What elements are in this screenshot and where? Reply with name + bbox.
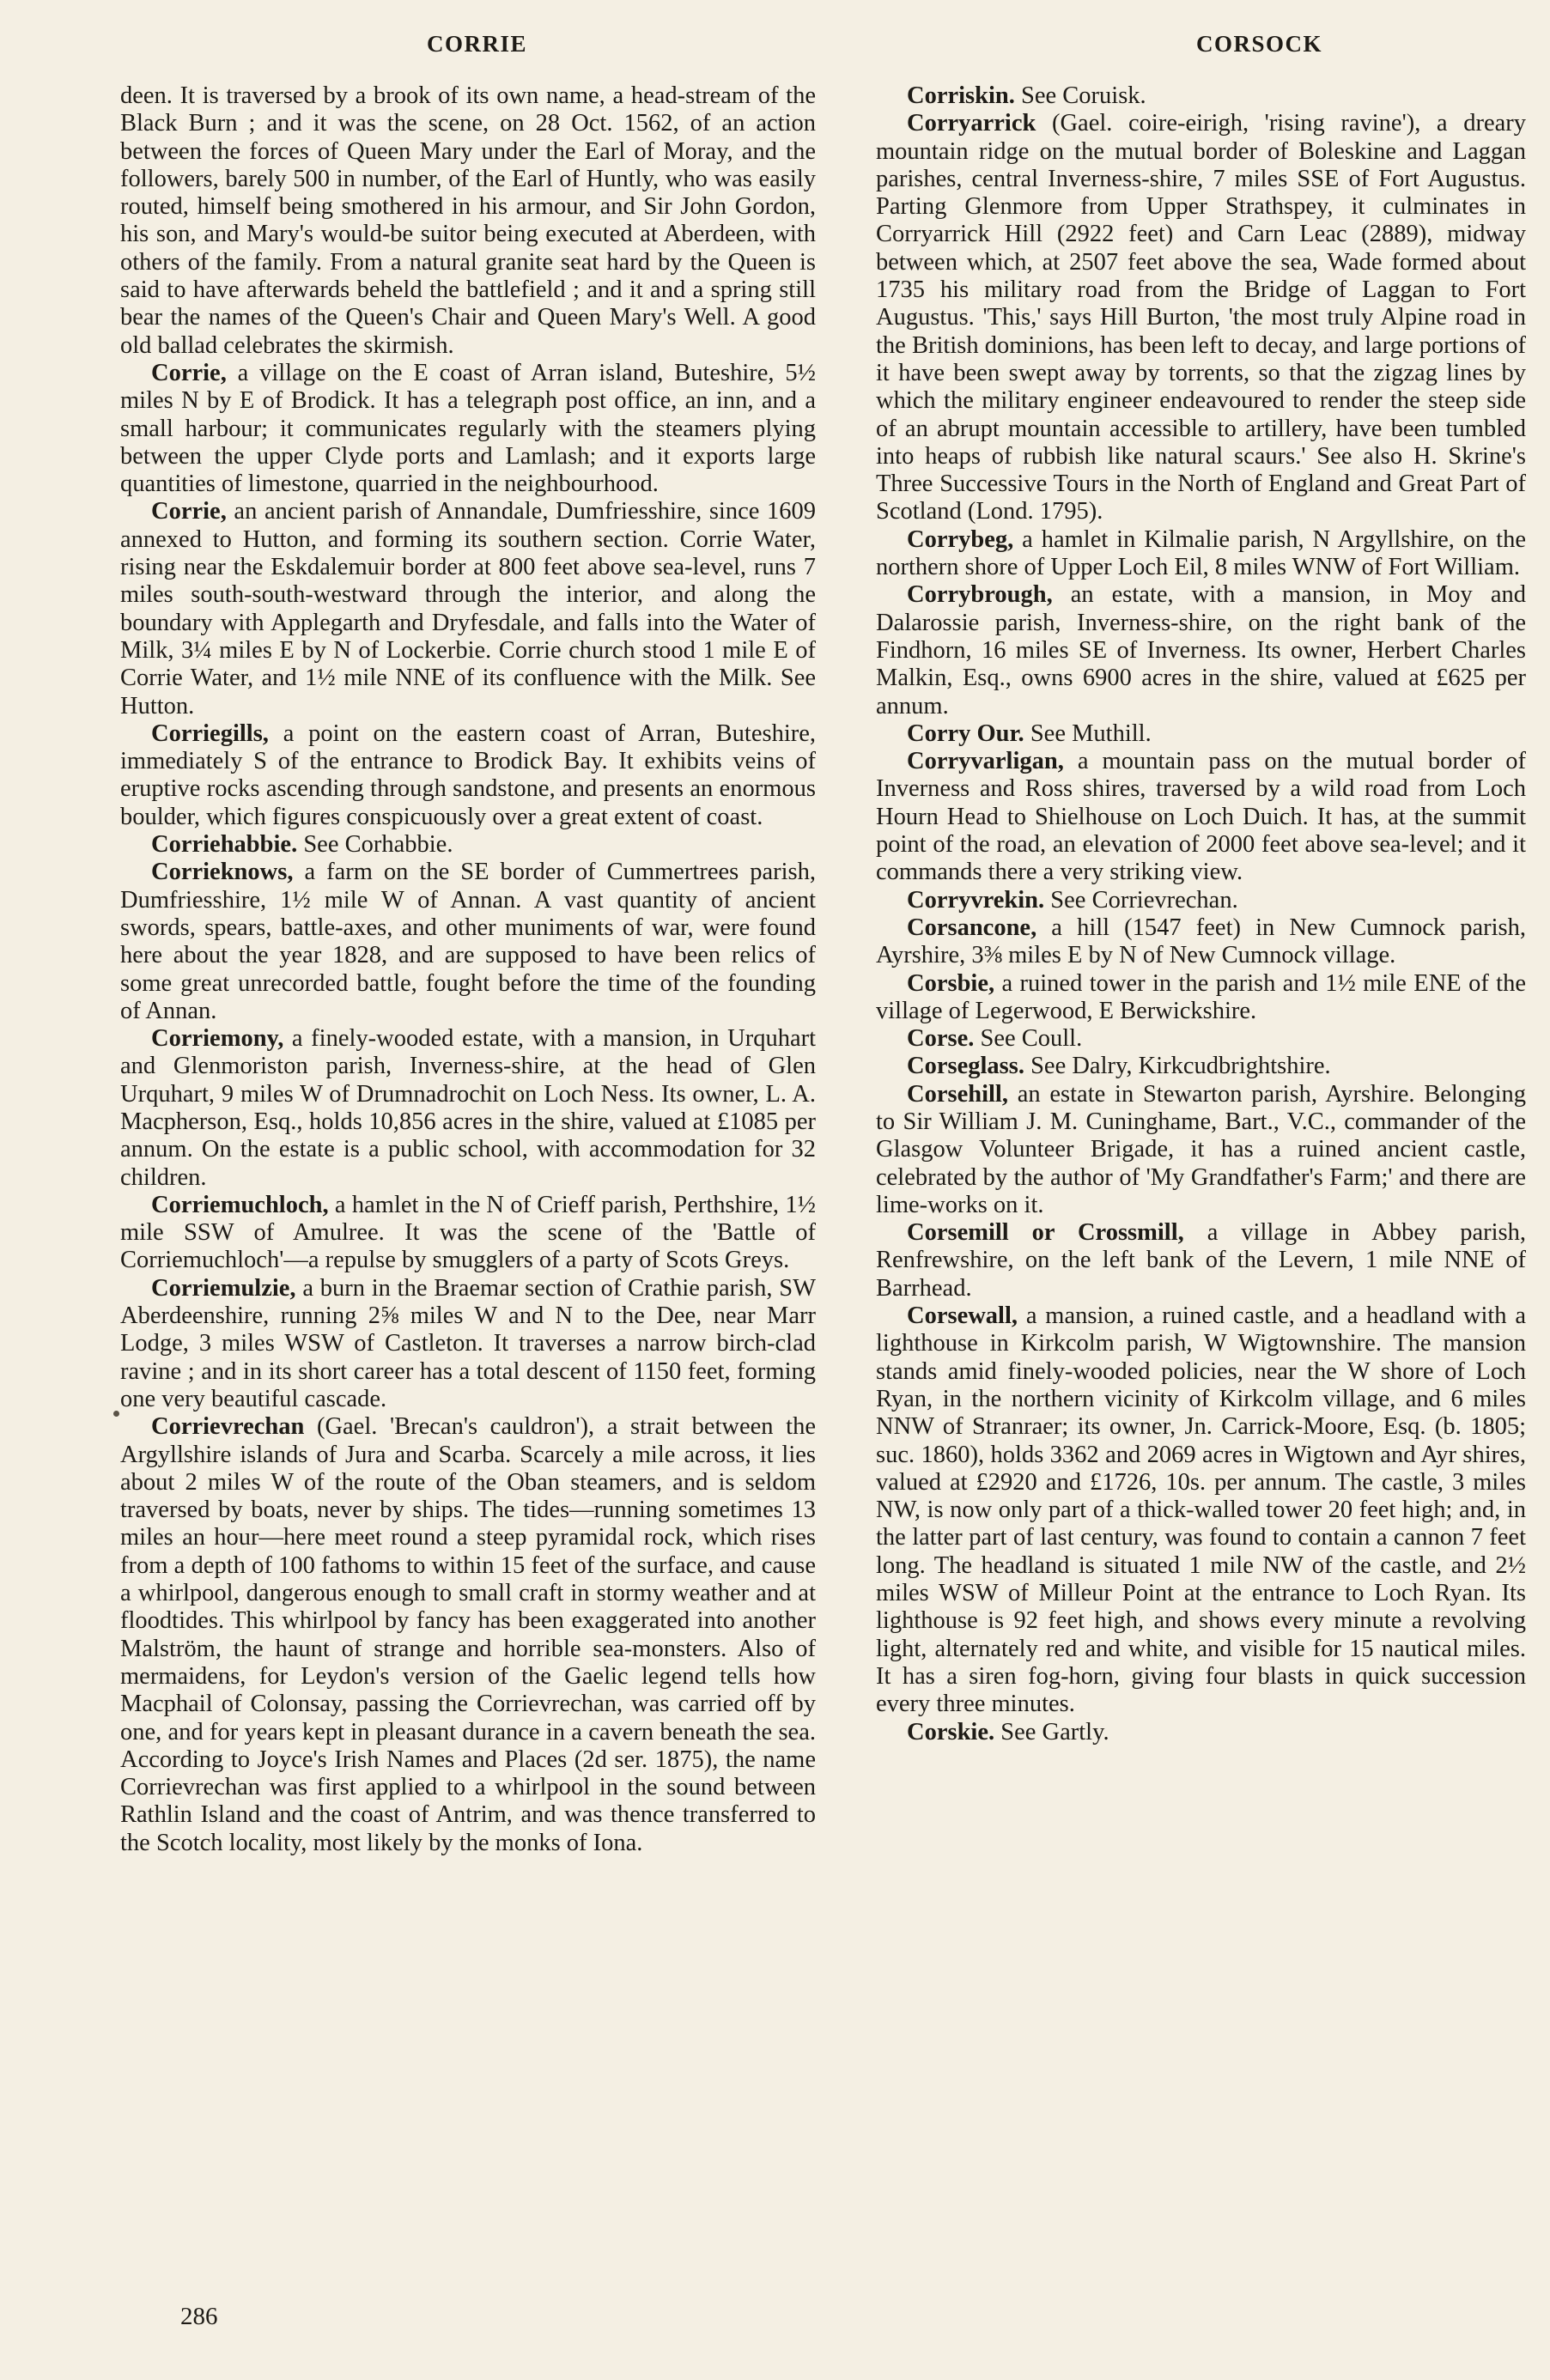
entry-headword: Corskie. (907, 1718, 995, 1746)
entry-headword: Corrieknows, (151, 859, 294, 886)
entry-headword: Corsehill, (907, 1080, 1008, 1108)
entry-text: See Gartly. (994, 1718, 1109, 1746)
entry (120, 1275, 816, 1413)
entry-text: a village in Abbey parish, Renfrewshire, on the left bank of the Levern, 1 mile NNE of Barrhead. (876, 1219, 1526, 1302)
entry (120, 498, 816, 719)
running-head-right: CORSOCK (1196, 31, 1323, 57)
entry-text: a point on the eastern coast of Arran, Buteshire, immediately S of the entrance to Brodick Bay. It exhibits veins of eruptive rocks ascending through sandstone, and presents an enormous boulder, which figures conspicuously over a great extent of coast. (120, 719, 816, 830)
entry-text: a finely-wooded estate, with a mansion, in Urquhart and Glenmoriston parish, Inverness-shire, at the head of Glen Urquhart, 9 miles W of Drumnadrochit on Loch Ness. Its owner, L. A. Macpherson, Esq., holds 10,856 acres in the shire, valued at £1085 per annum. On the estate is a public school, with accommodation for 32 children. (120, 1025, 816, 1191)
entry-text: a hill (1547 feet) in New Cumnock parish, Ayrshire, 3⅜ miles E by N of New Cumnock village. (876, 914, 1526, 969)
entry-text: See Corhabbie. (297, 831, 453, 859)
entry-text: a village on the E coast of Arran island, Buteshire, 5½ miles N by E of Brodick. It has a telegraph post office, an inn, and a small harbour; it communicates regularly with the steamers plying between the upper Clyde ports and Lamlash; and it exports large quantities of limestone, quarried in the neighbourhood. (120, 359, 816, 498)
entry-text: (Gael. coire-eirigh, 'rising ravine'), a dreary mountain ridge on the mutual border of Boleskine and Laggan parishes, central Inverness-shire, 7 miles SSE of Fort Augustus. Parting Glenmore from Upper Strathspey, it culminates in Corryarrick Hill (2922 feet) and Carn Leac (2889), midway between which, at 2507 feet above the sea, Wade formed about 1735 his military road from the Bridge of Laggan to Fort Augustus. 'This,' says Hill Burton, 'the most truly Alpine road in the British dominions, has been left to decay, and large portions of it have been swept away by torrents, so that the zigzag lines by which the military engineer endeavoured to render the steep side of an abrupt mountain accessible to artillery, have been tumbled into heaps of rubbish like natural scaurs.' See also H. Skrine's Three Successive Tours in the North of England and Great Part of Scotland (Lond. 1795). (876, 110, 1526, 525)
entry (876, 1219, 1526, 1302)
entry-text: an estate, with a mansion, in Moy and Dalarossie parish, Inverness-shire, on the right bank of the Findhorn, 16 miles SE of Inverness. Its owner, Herbert Charles Malkin, Esq., owns 6900 acres in the shire, valued at £625 per annum. (876, 581, 1526, 719)
entry-text: (Gael. 'Brecan's cauldron'), a strait between the Argyllshire islands of Jura and Scarba. Scarcely a mile across, it lies about 2 miles W of the route of the Oban steamers, and is seldom traversed by boats, never by ships. The tides—running sometimes 13 miles an hour—here meet round a steep pyramidal rock, which rises from a depth of 100 fathoms to within 15 feet of the surface, and cause a whirlpool, dangerous enough to small craft in stormy weather and at floodtides. This whirlpool by fancy has been exaggerated into another Malström, the haunt of strange and horrible sea-monsters. Also of mermaidens, for Leydon's version of the Gaelic legend tells how Macphail of Colonsay, passing the Corrievrechan, was carried off by one, and for years kept in pleasant durance in a cavern beneath the sea. According to Joyce's Irish Names and Places (2d ser. 1875), the name Corrievrechan was first applied to a whirlpool in the sound between Rathlin Island and the coast of Antrim, and was thence transferred to the Scotch locality, most likely by the monks of Iona. (120, 1413, 816, 1856)
entry-text: See Coruisk. (1014, 82, 1146, 109)
entry (120, 1192, 816, 1275)
entry-headword: Corse. (907, 1025, 975, 1053)
entry-text: a mansion, a ruined castle, and a headland with a lighthouse in Kirkcolm parish, W Wigtownshire. The mansion stands amid finely-wooded policies, near the W shore of Loch Ryan, in the northern vicinity of Kirkcolm village, and 6 miles NNW of Stranraer; its owner, Jn. Carrick-Moore, Esq. (b. 1805; suc. 1860), holds 3362 and 2069 acres in Wigtown and Ayr shires, valued at £2920 and £1726, 10s. per annum. The castle, 3 miles NW, is now only part of a thick-walled tower 20 feet high; and, in the latter part of last century, was found to contain a cannon 7 feet long. The headland is situated 1 mile NW of the castle, and 2½ miles WSW of Milleur Point at the entrance to Loch Ryan. Its lighthouse is 92 feet high, and shows every minute a revolving light, alternately red and white, and visible for 15 nautical miles. It has a siren fog-horn, giving four blasts in quick succession every three minutes. (876, 1302, 1526, 1718)
entry (876, 110, 1526, 525)
entry-text: a burn in the Braemar section of Crathie parish, SW Aberdeenshire, running 2⅝ miles W and N to the Dee, near Marr Lodge, 3 miles WSW of Castleton. It traverses a narrow birch-clad ravine ; and in its short career has a total descent of 1150 feet, forming one very beautiful cascade. (120, 1274, 816, 1412)
entry (876, 914, 1526, 970)
entry (876, 526, 1526, 582)
entry-text: a farm on the SE border of Cummertrees parish, Dumfriesshire, 1½ mile W of Annan. A vast quantity of ancient swords, spears, battle-axes, and other muniments of war, were found here about the year 1828, and are supposed to have been relics of some great unrecorded battle, fought before the time of the founding of Annan. (120, 859, 816, 1024)
running-head-left: CORRIE (427, 31, 528, 57)
entry (120, 720, 816, 831)
entry-text: an estate in Stewarton parish, Ayrshire. Belonging to Sir William J. M. Cuninghame, Bart., V.C., commander of the Glasgow Volunteer Brigade, it has a ruined ancient castle, celebrated by the author of 'My Grandfather's Farm;' and there are lime-works on it. (876, 1080, 1526, 1218)
entry (876, 748, 1526, 886)
entry-text: a mountain pass on the mutual border of Inverness and Ross shires, traversed by a wild road from Loch Hourn Head to Shielhouse on Loch Duich. It has, at the summit point of the road, an elevation of 2000 feet above sea-level; and it commands there a very striking view. (876, 748, 1526, 886)
entry (876, 887, 1526, 914)
entry-text: See Dalry, Kirkcudbrightshire. (1024, 1053, 1331, 1080)
entry-headword: Corrie, (151, 498, 227, 525)
entry-text: a hamlet in Kilmalie parish, N Argyllshire, on the northern shore of Upper Loch Eil, 8 miles WNW of Fort William. (876, 525, 1526, 581)
entry-headword: Corryvarligan, (907, 748, 1064, 775)
entry (876, 1719, 1526, 1746)
entry-headword: Corsewall, (907, 1302, 1018, 1330)
entry (876, 720, 1526, 748)
entry-headword: Corriemuchloch, (151, 1191, 329, 1218)
entry-headword: Corseglass. (907, 1053, 1024, 1080)
entry (876, 1081, 1526, 1219)
entry-headword: Corrybeg, (907, 525, 1014, 553)
entry-headword: Corryarrick (907, 110, 1036, 137)
page-number: 286 (180, 2303, 218, 2330)
entry (876, 970, 1526, 1026)
entry-text: an ancient parish of Annandale, Dumfriesshire, since 1609 annexed to Hutton, and forming its southern section. Corrie Water, rising near the Eskdalemuir border at 800 feet above sea-level, runs 7 miles south-south-westward through the interior, and along the boundary with Applegarth and Dryfesdale, and falls into the Water of Milk, 3¼ miles E by N of Lockerbie. Corrie church stood 1 mile E of Corrie Water, and 1½ mile NNE of its confluence with the Milk. See Hutton. (120, 498, 816, 719)
entry (120, 859, 816, 1025)
entry-headword: Corrie, (151, 359, 227, 386)
entry-headword: Corrievrechan (151, 1413, 305, 1441)
entry (876, 581, 1526, 719)
entry (876, 1302, 1526, 1718)
entry (876, 82, 1526, 110)
entry-headword: Corry Our. (907, 719, 1024, 747)
entry-headword: Corsancone, (907, 914, 1037, 941)
ink-speck (113, 1411, 119, 1417)
entry (876, 1053, 1526, 1080)
entry-text: a ruined tower in the parish and 1½ mile ENE of the village of Legerwood, E Berwickshire. (876, 969, 1526, 1024)
left-column (120, 82, 816, 1857)
entry-headword: Corriemulzie, (151, 1274, 296, 1302)
entry-headword: Corrybrough, (907, 581, 1053, 609)
entry-text: See Coull. (974, 1025, 1083, 1053)
entry (120, 360, 816, 498)
entry-text: See Corrievrechan. (1044, 886, 1238, 914)
right-column (876, 82, 1526, 1746)
entry-text: a hamlet in the N of Crieff parish, Perthshire, 1½ mile SSW of Amulree. It was the scene of the 'Battle of Corriemuchloch'—a repulse by smugglers of a party of Scots Greys. (120, 1191, 816, 1274)
entry-headword: Corryvrekin. (907, 886, 1045, 914)
entry (120, 1413, 816, 1857)
entry (120, 1025, 816, 1192)
entry-text: See Muthill. (1024, 719, 1152, 747)
entry (120, 831, 816, 859)
entry-headword: Corriegills, (151, 719, 269, 747)
entry-headword: Corsbie, (907, 969, 995, 997)
entry-headword: Corriemony, (151, 1025, 284, 1053)
entry-continuation: deen. It is traversed by a brook of its own name, a head-stream of the Black Burn ; and it was the scene, on 28 Oct. 1562, of an action between the forces of Queen Mary under the Earl of Moray, and the followers, barely 500 in number, of the Earl of Huntly, who was easily routed, himself being smothered in his armour, and Sir John Gordon, his son, and Mary's would-be suitor being executed at Aberdeen, with others of the family. From a natural granite seat hard by the Queen is said to have afterwards beheld the battlefield ; and it and a spring still bear the names of the Queen's Chair and Queen Mary's Well. A good old ballad celebrates the skirmish. (120, 82, 816, 359)
entry-headword: Corriskin. (907, 82, 1015, 109)
entry-headword: Corriehabbie. (151, 831, 298, 859)
entry (876, 1025, 1526, 1053)
entry-headword: Corsemill or Crossmill, (907, 1219, 1184, 1247)
